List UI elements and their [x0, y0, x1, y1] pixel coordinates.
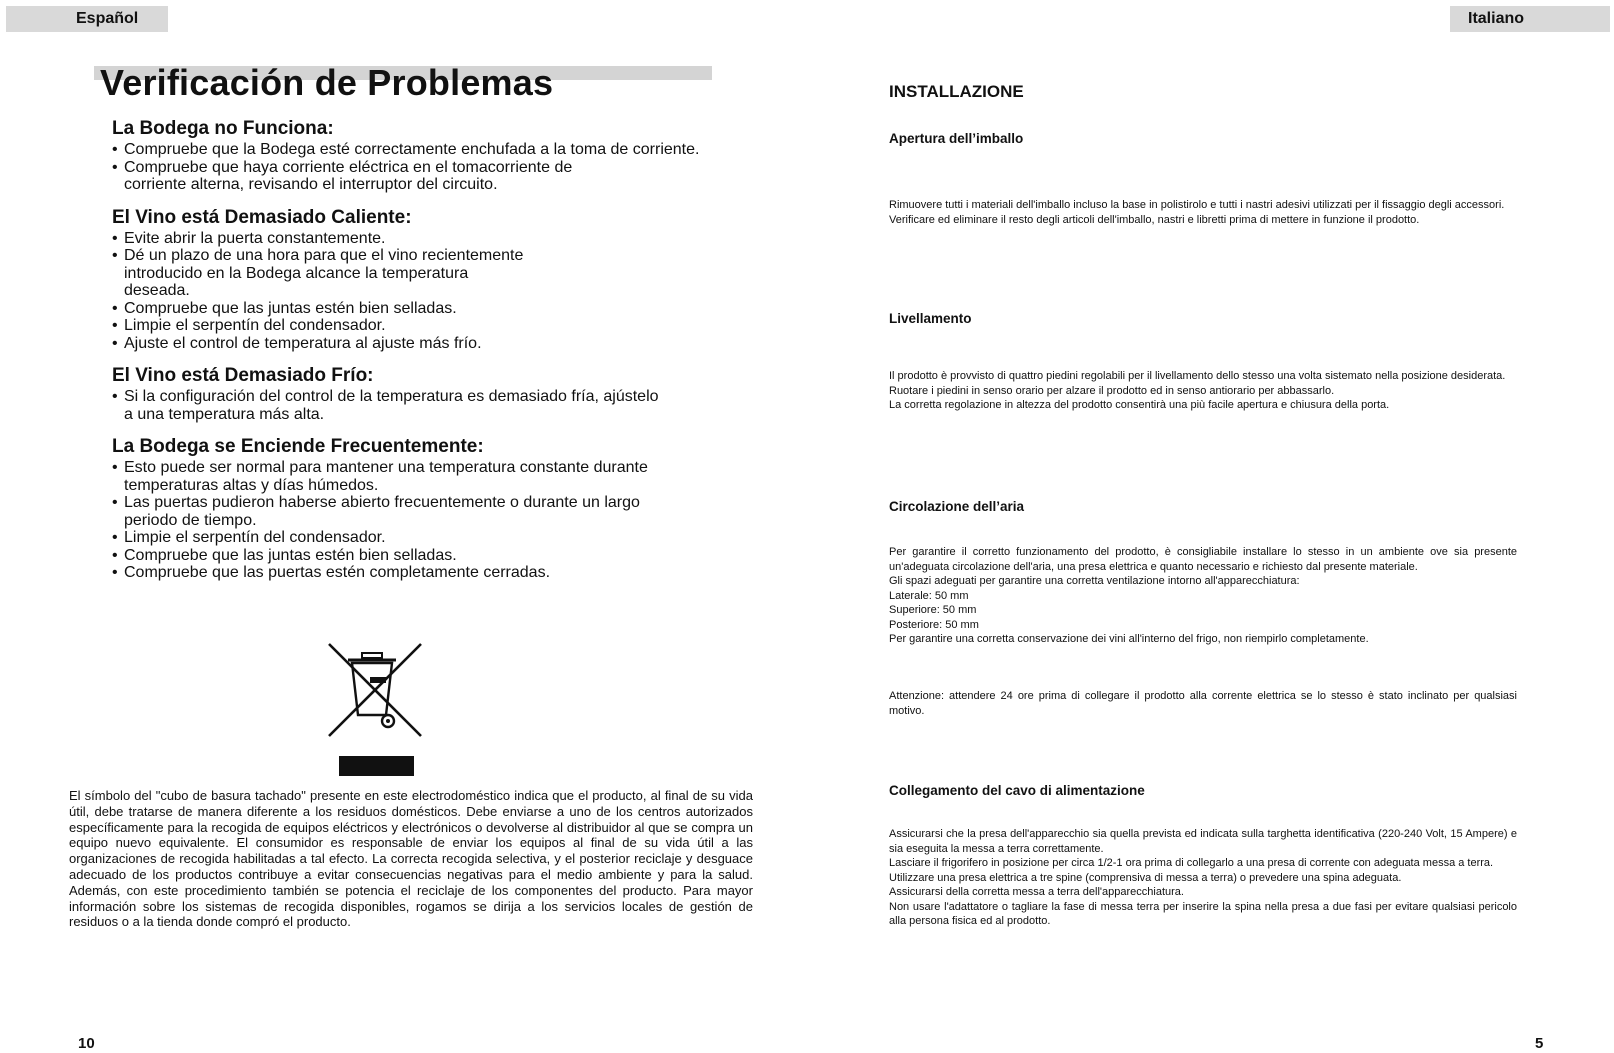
- section-heading: La Bodega se Enciende Frecuentemente:: [112, 436, 484, 457]
- text-line: Assicurarsi della corretta messa a terra dell'apparecchiatura.: [889, 886, 1184, 898]
- section-heading: El Vino está Demasiado Frío:: [112, 365, 374, 386]
- tip-item: • Compruebe que las puertas estén completamente cerradas.: [112, 564, 752, 582]
- tips-list: [112, 230, 752, 353]
- power-cable-paragraph: [889, 827, 1517, 929]
- text-line: Per garantire il corretto funzionamento del prodotto, è consigliabile installare lo stesso in un ambiente ove sia presente un'adeguata circolazione dell'aria, una presa elettrica e quanto necessario e richiesto dal presente materiale.: [889, 546, 1517, 573]
- tip-item: • Limpie el serpentín del condensador.: [112, 317, 752, 335]
- tip-item: • Las puertas pudieron haberse abierto frecuentemente o durante un largo periodo de tiempo.: [112, 494, 674, 529]
- text-line: Lasciare il frigorifero in posizione per circa 1/2-1 ora prima di collegarlo a una presa di corrente con adeguata messa a terra.: [889, 857, 1494, 869]
- language-tab-spanish: Español: [6, 6, 168, 32]
- tip-item: • Compruebe que las juntas estén bien selladas.: [112, 547, 752, 565]
- text-line: Utilizzare una presa elettrica a tre spine (comprensiva di messa a terra) o prevedere una spina adeguata.: [889, 871, 1402, 884]
- tips-list: [112, 388, 752, 423]
- crossed-out-wheeled-bin-icon: [326, 641, 426, 739]
- tip-item: • Ajuste el control de temperatura al ajuste más frío.: [112, 335, 752, 353]
- section-heading-power-cable: Collegamento del cavo di alimentazione: [889, 783, 1145, 798]
- text-line: Superiore: 50 mm: [889, 604, 977, 616]
- text-line: Attenzione: attendere 24 ore prima di collegare il prodotto alla corrente elettrica se lo stesso è stato inclinato per qualsiasi motivo.: [889, 690, 1517, 717]
- troubleshooting-section: [112, 365, 752, 423]
- text-line: Verificare ed eliminare il resto degli articoli dell'imballo, nastri e libretti prima di mettere in funzione il prodotto.: [889, 213, 1420, 226]
- troubleshooting-section: [112, 207, 752, 353]
- text-line: Posteriore: 50 mm: [889, 618, 979, 631]
- troubleshooting-sections: [112, 118, 752, 595]
- text-line: Rimuovere tutti i materiali dell'imballo incluso la base in polistirolo e tutti i nastri adesivi utilizzati per il fissaggio degli accessori.: [889, 199, 1505, 211]
- page-number-right: 5: [1535, 1035, 1544, 1052]
- tip-item: • Si la configuración del control de la temperatura es demasiado fría, ajústelo a una temperatura más alta.: [112, 388, 669, 423]
- text-line: Assicurarsi che la presa dell'apparecchio sia quella prevista ed indicata sulla targhetta identificativa (220-240 Volt, 15 Ampere) e sia eseguita la messa a terra correttamente.: [889, 828, 1517, 855]
- section-heading-leveling: Livellamento: [889, 311, 972, 326]
- tip-item: • Evite abrir la puerta constantemente.: [112, 230, 752, 248]
- air-circulation-paragraph: [889, 545, 1517, 647]
- troubleshooting-section: [112, 118, 752, 194]
- tip-item: • Limpie el serpentín del condensador.: [112, 529, 752, 547]
- troubleshooting-section: [112, 436, 752, 582]
- text-line: Il prodotto è provvisto di quattro piedini regolabili per il livellamento dello stesso una volta sistemato nella posizione desiderata.: [889, 370, 1506, 382]
- tips-list: [112, 459, 752, 582]
- tip-item: • Compruebe que la Bodega esté correctamente enchufada a la toma de corriente.: [112, 141, 752, 159]
- text-line: La corretta regolazione in altezza del prodotto consentirà una più facile apertura e chiusura della porta.: [889, 399, 1390, 411]
- page-number-left: 10: [78, 1035, 95, 1052]
- tip-item: • Esto puede ser normal para mantener una temperatura constante durante temperaturas altas y días húmedos.: [112, 459, 659, 494]
- leveling-paragraph: [889, 369, 1517, 413]
- unpacking-paragraph: [889, 198, 1517, 227]
- text-line: Ruotare i piedini in senso orario per alzare il prodotto ed in senso antiorario per abbassarlo.: [889, 384, 1335, 397]
- section-heading: La Bodega no Funciona:: [112, 118, 334, 139]
- text-line: Laterale: 50 mm: [889, 589, 969, 602]
- installation-title: INSTALLAZIONE: [889, 82, 1024, 101]
- tip-item: • Compruebe que las juntas estén bien selladas.: [112, 300, 752, 318]
- language-tab-italian: Italiano: [1450, 6, 1610, 32]
- text-line: Gli spazi adeguati per garantire una corretta ventilazione intorno all'apparecchiatura:: [889, 575, 1300, 587]
- tips-list: [112, 141, 752, 194]
- section-heading-air-circulation: Circolazione dell’aria: [889, 499, 1025, 514]
- tip-item: • Compruebe que haya corriente eléctrica en el tomacorriente de corriente alterna, revisando el interruptor del circuito.: [112, 159, 584, 194]
- text-line: Per garantire una corretta conservazione dei vini all'interno del frigo, non riempirlo completamente.: [889, 633, 1369, 645]
- weee-disposal-note: El símbolo del "cubo de basura tachado" presente en este electrodoméstico indica que el producto, al final de su vida útil, debe tratarse de manera diferente a los residuos domésticos. Debe enviarse a uno de los centros autorizados específicamente para la recogida de equipos eléctricos y electrónicos o devolverse al distribuidor al que se compra un equipo nuevo equivalente. El consumidor es responsable de enviar los equipos al final de su vida útil a las organizaciones de recogida habilitadas a tal efecto. La correcta recogida selectiva, y el posterior reciclaje y desguace adecuado de los productos contribuye a evitar consecuencias negativas para el medio ambiente y para la salud. Además, con este procedimiento también se potencia el reciclaje de los componentes del producto. Para mayor información sobre los sistemas de recogida disponibles, rogamos se dirija a los servicios locales de gestión de residuos o a la tienda donde compró el producto.: [69, 788, 753, 930]
- tip-item: • Dé un plazo de una hora para que el vino recientemente introducido en la Bodega alcance la temperatura deseada.: [112, 247, 534, 300]
- warning-paragraph: [889, 689, 1517, 718]
- page-title: Verificación de Problemas: [100, 62, 554, 103]
- section-heading-unpacking: Apertura dell’imballo: [889, 131, 1024, 146]
- weee-marking-bar: [339, 756, 414, 776]
- text-line: Non usare l'adattatore o tagliare la fase di messa terra per inserire la spina nella presa a due fasi per evitare qualsiasi pericolo alla persona fisica ed al prodotto.: [889, 900, 1517, 927]
- section-heading: El Vino está Demasiado Caliente:: [112, 206, 412, 228]
